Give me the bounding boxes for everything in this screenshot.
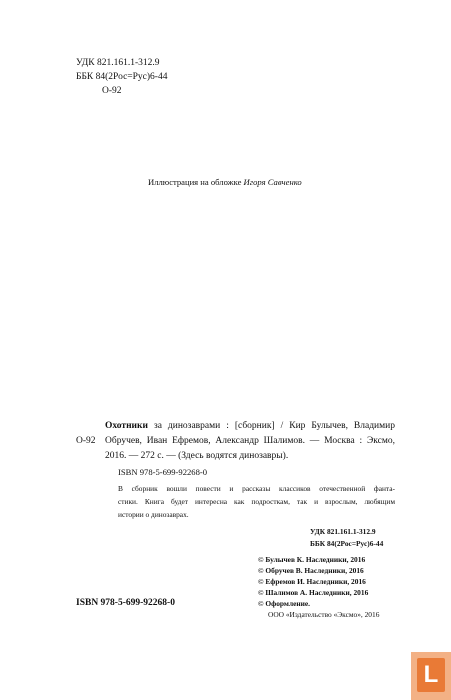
litres-logo-badge	[411, 652, 451, 700]
copyright-line: © Оформление.	[258, 599, 311, 608]
catalog-line-1	[105, 421, 395, 431]
copyright-line: © Булычев К. Наследники, 2016	[258, 555, 366, 564]
illustration-prefix: Иллюстрация на обложке	[148, 177, 242, 187]
illustration-artist: Игоря Савченко	[243, 177, 302, 187]
publisher-line: ООО «Издательство «Эксмо», 2016	[268, 610, 380, 619]
catalog-side-mark: О-92	[76, 436, 96, 446]
catalog-title: Охотники	[105, 421, 148, 431]
bbk-code-right: ББК 84(2Рос=Рус)6-44	[310, 539, 384, 548]
catalog-line-1-rest: за динозаврами : [сборник] / Кир Булычев, Владимир	[153, 421, 395, 431]
catalog-isbn: ISBN 978-5-699-92268-0	[118, 467, 208, 477]
catalog-line-3: 2016. — 272 с. — (Здесь водятся динозавры).	[105, 451, 289, 461]
annotation-line-3: истории о динозаврах.	[118, 510, 189, 519]
bbk-code: ББК 84(2Рос=Рус)6-44	[76, 72, 168, 82]
annotation-line-2: стики. Книга будет интересна как подросткам, так и взрослым, любящим	[118, 497, 395, 506]
illustration-credit	[148, 177, 302, 187]
udk-code: УДК 821.161.1-312.9	[76, 58, 160, 68]
copyright-line: © Ефремов И. Наследники, 2016	[258, 577, 366, 586]
author-mark: О-92	[102, 86, 122, 96]
copyright-line: © Шалимов А. Наследники, 2016	[258, 588, 369, 597]
udk-code-right: УДК 821.161.1-312.9	[310, 527, 376, 536]
copyright-line: © Обручев В. Наследники, 2016	[258, 566, 364, 575]
catalog-line-2: Обручев, Иван Ефремов, Александр Шалимов. — Москва : Эксмо,	[105, 436, 395, 446]
isbn-bottom: ISBN 978-5-699-92268-0	[76, 598, 175, 608]
logo-letter: L	[417, 658, 445, 692]
annotation-line-1: В сборник вошли повести и рассказы классиков отечественной фанта-	[118, 484, 395, 493]
